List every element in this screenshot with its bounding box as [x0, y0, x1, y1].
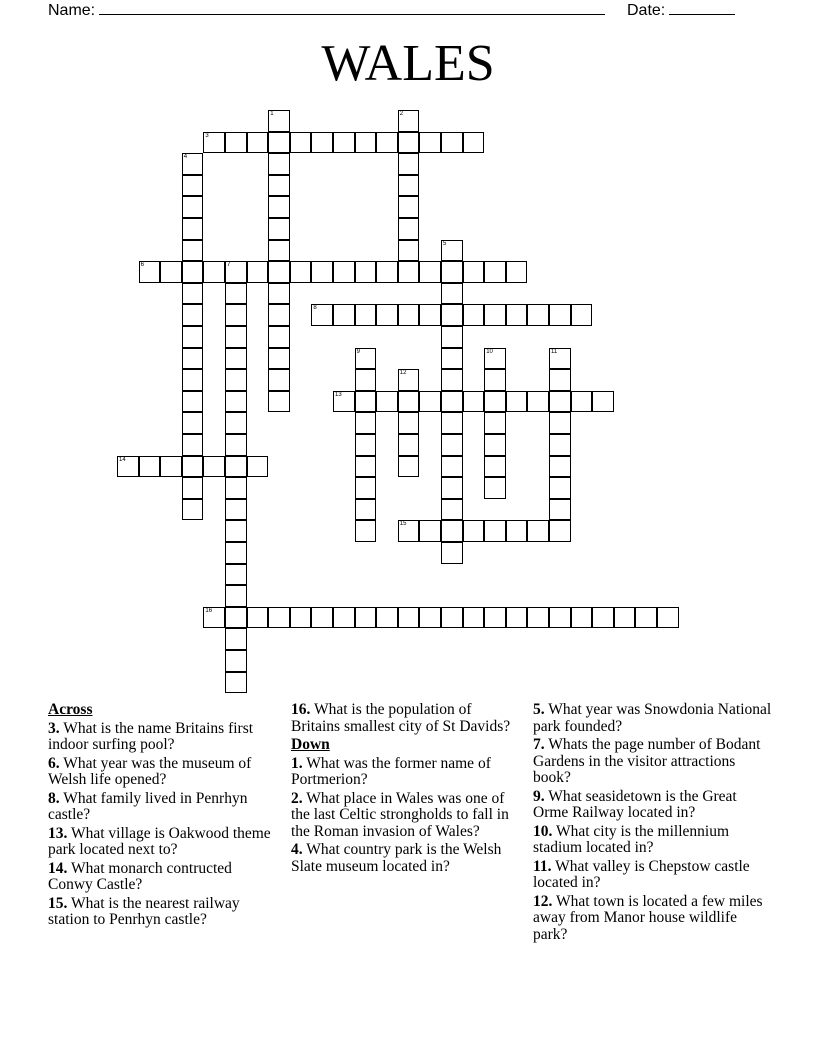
crossword-cell[interactable] [139, 456, 161, 478]
crossword-cell[interactable] [225, 564, 247, 586]
crossword-cell[interactable] [225, 304, 247, 326]
clue-number: 14 [119, 456, 126, 463]
crossword-cell[interactable] [182, 261, 204, 283]
crossword-cell[interactable] [333, 304, 355, 326]
crossword-cell[interactable] [549, 304, 571, 326]
crossword-cell[interactable] [398, 218, 420, 240]
clue-number: 6 [140, 262, 144, 269]
crossword-cell[interactable] [182, 477, 204, 499]
crossword-cell[interactable] [484, 520, 506, 542]
crossword-cell[interactable] [311, 132, 333, 154]
crossword-cell[interactable] [441, 132, 463, 154]
crossword-cell[interactable] [549, 477, 571, 499]
crossword-cell[interactable] [247, 607, 269, 629]
crossword-cell[interactable] [549, 434, 571, 456]
crossword-cell[interactable] [527, 304, 549, 326]
clue-text: What place in Wales was one of the last Celtic strongholds to fall in the Roman invasion of Wales? [291, 789, 509, 840]
crossword-cell[interactable] [484, 348, 506, 370]
crossword-cell[interactable] [441, 477, 463, 499]
crossword-cell[interactable] [484, 477, 506, 499]
crossword-cell[interactable] [355, 456, 377, 478]
name-label: Name: [48, 2, 96, 19]
crossword-cell[interactable] [506, 261, 528, 283]
clue-item [533, 789, 773, 822]
crossword-cell[interactable] [182, 153, 204, 175]
crossword-cell[interactable] [376, 261, 398, 283]
crossword-cell[interactable] [225, 499, 247, 521]
crossword-cell[interactable] [441, 240, 463, 262]
crossword-cell[interactable] [527, 520, 549, 542]
clue-item [48, 896, 278, 929]
crossword-cell[interactable] [463, 132, 485, 154]
crossword-cell[interactable] [225, 477, 247, 499]
crossword-cell[interactable] [139, 261, 161, 283]
date-label: Date: [627, 2, 666, 19]
clue-number-label: 6. [48, 754, 60, 772]
crossword-cell[interactable] [247, 132, 269, 154]
crossword-cell[interactable] [398, 520, 420, 542]
crossword-cell[interactable] [463, 607, 485, 629]
crossword-cell[interactable] [506, 607, 528, 629]
crossword-cell[interactable] [571, 607, 593, 629]
crossword-cell[interactable] [527, 391, 549, 413]
crossword-cell[interactable] [182, 175, 204, 197]
crossword-cell[interactable] [225, 456, 247, 478]
crossword-cell[interactable] [355, 132, 377, 154]
clue-item [291, 842, 516, 875]
clue-number-label: 12. [533, 892, 553, 910]
clue-number: 13 [335, 391, 342, 398]
crossword-cell[interactable] [333, 132, 355, 154]
crossword-cell[interactable] [484, 369, 506, 391]
crossword-cell[interactable] [376, 132, 398, 154]
crossword-cell[interactable] [376, 304, 398, 326]
crossword-cell[interactable] [355, 520, 377, 542]
crossword-cell[interactable] [182, 391, 204, 413]
crossword-cell[interactable] [463, 391, 485, 413]
crossword-cell[interactable] [376, 391, 398, 413]
crossword-cell[interactable] [268, 391, 290, 413]
clue-item [291, 702, 516, 735]
crossword-cell[interactable] [419, 132, 441, 154]
crossword-cell[interactable] [463, 261, 485, 283]
crossword-cell[interactable] [268, 110, 290, 132]
crossword-cell[interactable] [398, 153, 420, 175]
crossword-cell[interactable] [419, 261, 441, 283]
crossword-cell[interactable] [441, 283, 463, 305]
clue-number-label: 1. [291, 754, 303, 772]
crossword-cell[interactable] [203, 132, 225, 154]
crossword-cell[interactable] [592, 391, 614, 413]
crossword-cell[interactable] [549, 348, 571, 370]
crossword-cell[interactable] [225, 585, 247, 607]
crossword-cell[interactable] [203, 261, 225, 283]
crossword-cell[interactable] [398, 240, 420, 262]
crossword-cell[interactable] [225, 672, 247, 694]
crossword-cell[interactable] [441, 520, 463, 542]
crossword-cell[interactable] [398, 369, 420, 391]
clues-column-2 [291, 702, 516, 877]
crossword-cell[interactable] [463, 520, 485, 542]
crossword-cell[interactable] [398, 391, 420, 413]
crossword-cell[interactable] [549, 391, 571, 413]
crossword-cell[interactable] [441, 348, 463, 370]
crossword-cell[interactable] [635, 607, 657, 629]
clue-text: What was the former name of Portmerion? [291, 754, 491, 788]
crossword-cell[interactable] [225, 283, 247, 305]
crossword-cell[interactable] [484, 391, 506, 413]
crossword-cell[interactable] [225, 261, 247, 283]
crossword-cell[interactable] [290, 261, 312, 283]
crossword-cell[interactable] [441, 304, 463, 326]
crossword-cell[interactable] [376, 607, 398, 629]
crossword-cell[interactable] [355, 499, 377, 521]
clue-text: What town is located a few miles away from Manor house wildlife park? [533, 892, 763, 943]
clue-text: What valley is Chepstow castle located in? [533, 857, 750, 891]
crossword-cell[interactable] [506, 304, 528, 326]
crossword-cell[interactable] [225, 628, 247, 650]
crossword-cell[interactable] [203, 456, 225, 478]
crossword-cell[interactable] [398, 412, 420, 434]
clue-number-label: 7. [533, 736, 545, 753]
crossword-cell[interactable] [182, 326, 204, 348]
crossword-cell[interactable] [549, 369, 571, 391]
crossword-cell[interactable] [268, 304, 290, 326]
crossword-cell[interactable] [268, 132, 290, 154]
clue-text: What city is the millennium stadium located in? [533, 822, 730, 856]
crossword-cell[interactable] [398, 261, 420, 283]
clues-column-1 [48, 702, 278, 931]
crossword-cell[interactable] [441, 391, 463, 413]
clue-item [533, 894, 773, 944]
clue-number: 8 [313, 305, 317, 312]
crossword-cell[interactable] [268, 326, 290, 348]
crossword-cell[interactable] [182, 369, 204, 391]
crossword-cell[interactable] [549, 607, 571, 629]
date-field [627, 0, 735, 20]
crossword-cell[interactable] [355, 412, 377, 434]
crossword-cell[interactable] [398, 175, 420, 197]
clue-number: 3 [205, 132, 209, 139]
clue-number-label: 2. [291, 789, 303, 807]
clue-text: What village is Oakwood theme park located next to? [48, 824, 271, 858]
crossword-cell[interactable] [268, 218, 290, 240]
clue-number: 15 [399, 521, 407, 528]
clue-item [48, 721, 278, 754]
crossword-cell[interactable] [419, 520, 441, 542]
clue-number: 12 [399, 370, 407, 377]
crossword-cell[interactable] [549, 412, 571, 434]
crossword-cell[interactable] [268, 240, 290, 262]
crossword-cell[interactable] [182, 196, 204, 218]
crossword-cell[interactable] [463, 304, 485, 326]
crossword-cell[interactable] [160, 456, 182, 478]
clue-number: 9 [356, 348, 360, 355]
clue-text: What is the population of Britains smallest city of St Davids? [291, 701, 511, 735]
crossword-cell[interactable] [398, 304, 420, 326]
clue-number: 7 [227, 262, 231, 269]
crossword-cell[interactable] [225, 542, 247, 564]
crossword-cell[interactable] [506, 520, 528, 542]
clue-number: 10 [486, 348, 493, 355]
clue-number-label: 16. [291, 701, 311, 718]
crossword-cell[interactable] [398, 607, 420, 629]
crossword-cell[interactable] [268, 196, 290, 218]
crossword-cell[interactable] [441, 607, 463, 629]
clue-item [48, 791, 278, 824]
clue-number-label: 3. [48, 719, 60, 737]
date-line[interactable] [669, 0, 735, 15]
crossword-cell[interactable] [484, 434, 506, 456]
crossword-cell[interactable] [506, 391, 528, 413]
crossword-cell[interactable] [549, 456, 571, 478]
crossword-cell[interactable] [419, 304, 441, 326]
crossword-cell[interactable] [419, 391, 441, 413]
crossword-cell[interactable] [290, 132, 312, 154]
crossword-cell[interactable] [484, 304, 506, 326]
crossword-cell[interactable] [182, 456, 204, 478]
crossword-cell[interactable] [484, 412, 506, 434]
crossword-cell[interactable] [225, 412, 247, 434]
crossword-cell[interactable] [355, 477, 377, 499]
clue-text: What year was Snowdonia National park founded? [533, 701, 772, 735]
crossword-cell[interactable] [268, 283, 290, 305]
clue-item [533, 859, 773, 892]
clue-number-label: 15. [48, 894, 68, 912]
crossword-cell[interactable] [268, 175, 290, 197]
crossword-cell[interactable] [182, 434, 204, 456]
crossword-cell[interactable] [484, 456, 506, 478]
clue-number-label: 10. [533, 822, 553, 840]
across-heading: Across [48, 701, 93, 718]
crossword-cell[interactable] [268, 348, 290, 370]
clue-item [48, 861, 278, 894]
clues-column-3 [533, 702, 773, 945]
clue-text: What is the name Britains first indoor surfing pool? [48, 719, 254, 753]
clue-number: 5 [443, 240, 447, 247]
crossword-cell[interactable] [398, 110, 420, 132]
crossword-cell[interactable] [484, 607, 506, 629]
crossword-cell[interactable] [398, 132, 420, 154]
crossword-cell[interactable] [247, 261, 269, 283]
clue-item [48, 826, 278, 859]
crossword-cell[interactable] [484, 261, 506, 283]
clue-number-label: 4. [291, 841, 303, 858]
crossword-cell[interactable] [441, 542, 463, 564]
clue-number-label: 9. [533, 787, 545, 805]
crossword-cell[interactable] [398, 434, 420, 456]
clue-number-label: 13. [48, 824, 68, 842]
crossword-cell[interactable] [290, 607, 312, 629]
crossword-cell[interactable] [203, 607, 225, 629]
crossword-cell[interactable] [441, 369, 463, 391]
clue-number-label: 8. [48, 789, 60, 807]
crossword-cell[interactable] [527, 607, 549, 629]
page-title: WALES [321, 35, 495, 92]
clue-text: What seasidetown is the Great Orme Railway located in? [533, 787, 737, 821]
clue-item [533, 702, 773, 735]
crossword-cell[interactable] [268, 261, 290, 283]
clue-text: What monarch contructed Conwy Castle? [48, 859, 232, 893]
name-line[interactable] [99, 0, 605, 15]
crossword-cell[interactable] [182, 240, 204, 262]
crossword-cell[interactable] [333, 261, 355, 283]
clue-text: Whats the page number of Bodant Gardens in the visitor attractions book? [533, 736, 761, 786]
crossword-cell[interactable] [441, 412, 463, 434]
clue-number-label: 5. [533, 701, 545, 718]
crossword-cell[interactable] [355, 348, 377, 370]
crossword-cell[interactable] [225, 607, 247, 629]
crossword-cell[interactable] [441, 499, 463, 521]
clue-number: 1 [270, 111, 274, 117]
crossword-cell[interactable] [441, 434, 463, 456]
clue-item [533, 824, 773, 857]
clue-number-label: 14. [48, 859, 68, 877]
crossword-cell[interactable] [398, 196, 420, 218]
crossword-cell[interactable] [225, 650, 247, 672]
crossword-cell[interactable] [571, 304, 593, 326]
crossword-cell[interactable] [355, 391, 377, 413]
clue-text: What family lived in Penrhyn castle? [48, 789, 248, 823]
crossword-cell[interactable] [355, 369, 377, 391]
clue-number: 2 [399, 111, 404, 117]
crossword-cell[interactable] [614, 607, 636, 629]
crossword-cell[interactable] [549, 499, 571, 521]
crossword-cell[interactable] [182, 283, 204, 305]
crossword-cell[interactable] [225, 132, 247, 154]
crossword-cell[interactable] [117, 456, 139, 478]
crossword-cell[interactable] [182, 348, 204, 370]
clue-number: 16 [205, 607, 213, 614]
crossword-cell[interactable] [225, 326, 247, 348]
crossword-cell[interactable] [160, 261, 182, 283]
crossword-cell[interactable] [355, 434, 377, 456]
crossword-cell[interactable] [225, 520, 247, 542]
clue-text: What country park is the Welsh Slate museum located in? [291, 841, 502, 875]
crossword-cell[interactable] [355, 607, 377, 629]
crossword-cell[interactable] [247, 456, 269, 478]
crossword-cell[interactable] [311, 607, 333, 629]
crossword-cell[interactable] [441, 326, 463, 348]
crossword-cell[interactable] [355, 304, 377, 326]
crossword-cell[interactable] [441, 261, 463, 283]
crossword-cell[interactable] [225, 369, 247, 391]
crossword-cell[interactable] [268, 607, 290, 629]
crossword-cell[interactable] [311, 261, 333, 283]
crossword-cell[interactable] [182, 218, 204, 240]
crossword-cell[interactable] [333, 607, 355, 629]
clue-text: What is the nearest railway station to Penrhyn castle? [48, 894, 240, 928]
clue-number: 11 [551, 348, 558, 355]
crossword-cell[interactable] [268, 369, 290, 391]
crossword-cell[interactable] [225, 434, 247, 456]
crossword-cell[interactable] [225, 391, 247, 413]
crossword-cell[interactable] [592, 607, 614, 629]
crossword-cell[interactable] [182, 304, 204, 326]
down-heading: Down [291, 736, 330, 753]
clue-item [291, 791, 516, 841]
crossword-cell[interactable] [571, 391, 593, 413]
crossword-cell[interactable] [549, 520, 571, 542]
crossword-cell[interactable] [268, 153, 290, 175]
clue-item [533, 737, 773, 787]
crossword-cell[interactable] [311, 304, 333, 326]
crossword-cell[interactable] [398, 456, 420, 478]
name-field [48, 0, 605, 20]
crossword-cell[interactable] [441, 456, 463, 478]
crossword-cell[interactable] [333, 391, 355, 413]
clue-item [291, 756, 516, 789]
crossword-cell[interactable] [182, 499, 204, 521]
crossword-cell[interactable] [355, 261, 377, 283]
crossword-cell[interactable] [419, 607, 441, 629]
crossword-cell[interactable] [182, 412, 204, 434]
crossword-cell[interactable] [225, 348, 247, 370]
clue-item [48, 756, 278, 789]
clue-number: 4 [183, 154, 188, 161]
clue-text: What year was the museum of Welsh life opened? [48, 754, 252, 788]
crossword-cell[interactable] [657, 607, 679, 629]
clue-number-label: 11. [533, 857, 552, 875]
